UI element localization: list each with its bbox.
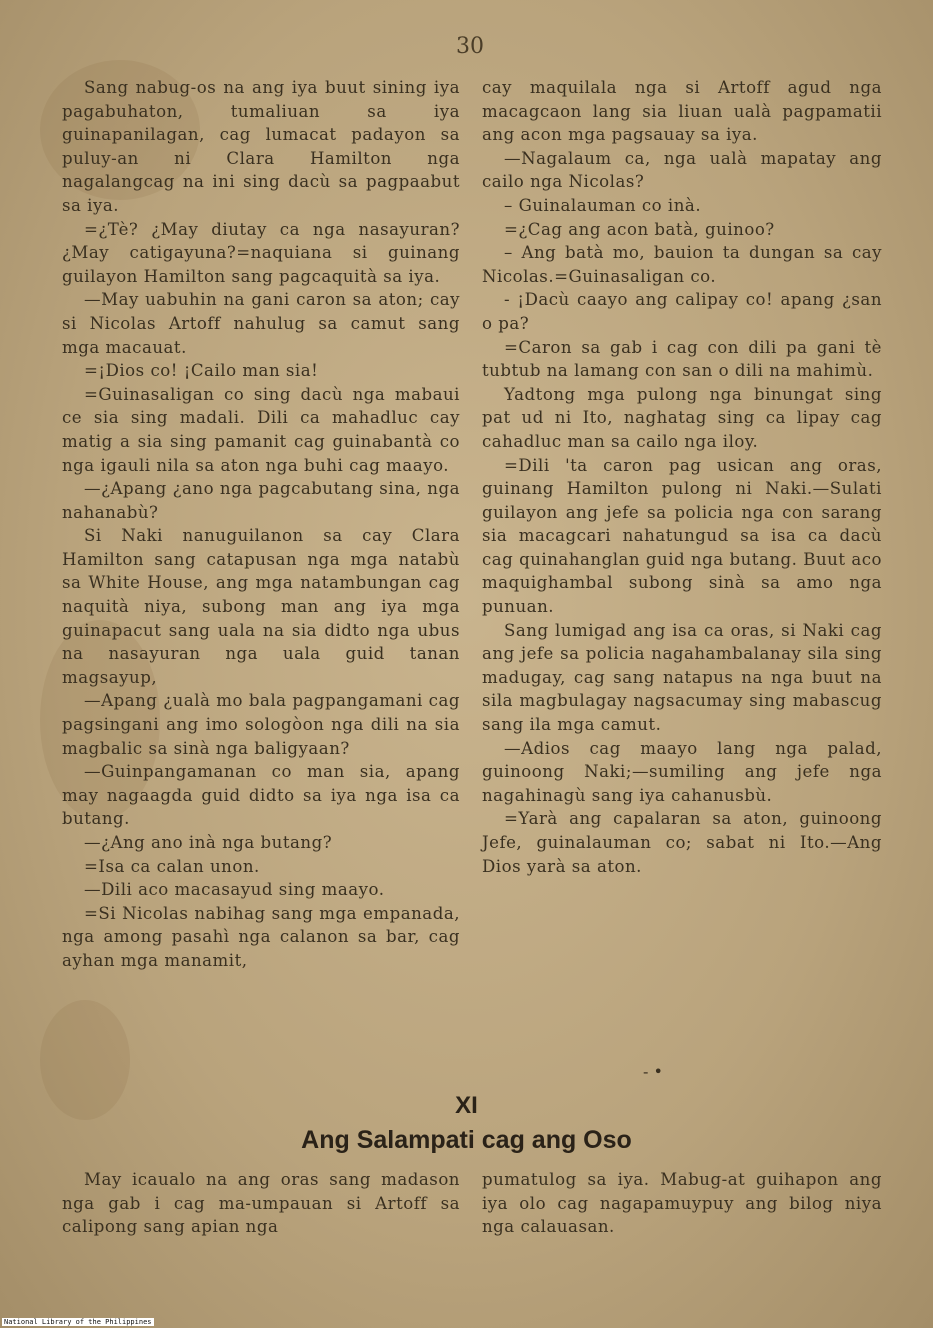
paragraph: =Guinasaligan co sing dacù nga mabaui ce sia sing madali. Dili ca mahadluc cay matig a sia sing pamanit cag guinabantà co nga igauli nila sa aton nga buhi cag maayo. [62,384,460,475]
paragraph: May icaualo na ang oras sang madason nga gab i cag ma-umpauan si Artoff sa calipong sang apian nga [62,1170,460,1237]
paragraph: =Yarà ang capalaran sa aton, guinoong Jefe, guinalauman co; sabat ni Ito.—Ang Dios yarà sa aton. [482,809,882,876]
chapter-title: Ang Salampati cag ang Oso [301,1126,632,1154]
library-footer: National Library of the Philippines [4,1318,152,1326]
paragraph: —Dili aco macasayud sing maayo. [84,880,385,900]
paragraph: =Caron sa gab i cag con dili pa gani tè tubtub na lamang con san o dili na mahimù. [482,337,882,381]
paragraph: =Isa ca calan unon. [84,856,260,876]
paragraph: – Guinalauman co inà. [504,195,702,215]
chapter-left-column [62,1168,460,1239]
page-number: 30 [456,34,484,59]
paragraph: cay maquilala nga si Artoff agud nga macagcaon lang sia liuan ualà pagpamatii ang acon mga pagsauay sa iya. [482,78,882,145]
paragraph: =¿Cag ang acon batà, guinoo? [504,219,775,239]
paragraph: Sang lumigad ang isa ca oras, si Naki cag ang jefe sa policia nagahambalanay sila sing madugay, cag sang natapus na nga buut na sila magbulagay nagsacumay sing mabascug sang ila mga camut. [482,620,882,735]
paragraph: Sang nabug-os na ang iya buut sining iya pagabuhaton, tumaliuan sa iya guinapanilagan, cag lumacat padayon sa puluy-an ni Clara Hamilton nga nagalangcag na ini sing dacù sa pagpaabut sa iya. [62,78,460,215]
paragraph: —Nagalaum ca, nga ualà mapatay ang cailo nga Nicolas? [482,148,882,192]
paragraph: =¡Dios co! ¡Cailo man sia! [84,361,319,381]
right-column [482,76,882,878]
section-ornament: - • [643,1062,663,1081]
paragraph: =Dili 'ta caron pag usican ang oras, guinang Hamilton pulong ni Naki.—Sulati guilayon ang jefe sa policia nga con sarang sia macagcari nahatungud sa isa ca dacù cag quinahanglan guid nga butang. Buut aco maquighambal subong sinà sa amo nga punuan. [482,455,882,617]
paragraph: Si Naki nanuguilanon sa cay Clara Hamilton sang catapusan nga mga natabù sa White House, ang mga natambungan cag naquità niya, subong man ang iya mga guinapacut sang uala na sia didto nga ubus na nasayuran nga uala guid tanan magsayup, [62,526,460,687]
paragraph: – Ang batà mo, bauion ta dungan sa cay Nicolas.=Guinasaligan co. [482,243,882,286]
paragraph: pumatulog sa iya. Mabug-at guihapon ang iya olo cag nagapamuypuy ang bilog niya nga calauasan. [482,1170,882,1237]
paragraph: —Guinpangamanan co man sia, apang may nagaagda guid didto sa iya nga isa ca butang. [62,762,460,829]
paragraph: Yadtong mga pulong nga binungat sing pat ud ni Ito, naghatag sing ca lipay cag cahadluc man sa cailo nga iloy. [482,384,882,451]
chapter-right-column [482,1168,882,1239]
paragraph: =Si Nicolas nabihag sang mga empanada, nga among pasahì nga calanon sa bar, cag ayhan mga manamit, [62,903,460,970]
paragraph: —Adios cag maayo lang nga palad, guinoong Naki;—sumiling ang jefe nga nagahinagù sang iya cahanusbù. [482,738,882,805]
paragraph: —Apang ¿ualà mo bala pagpangamani cag pagsingani ang imo sologòon nga dili na sia magbalic sa sinà nga baligyaan? [62,691,460,758]
paragraph: - ¡Dacù caayo ang calipay co! apang ¿san o pa? [482,290,882,333]
left-column [62,76,460,973]
paragraph: —May uabuhin na gani caron sa aton; cay si Nicolas Artoff nahulug sa camut sang mga macauat. [62,290,460,357]
paragraph: =¿Tè? ¿May diutay ca nga nasayuran? ¿May catigayuna?=naquiana si guinang guilayon Hamilton sang pagcaquità sa iya. [62,219,460,286]
paragraph: —¿Apang ¿ano nga pagcabutang sina, nga nahanabù? [62,479,460,522]
paragraph: —¿Ang ano inà nga butang? [84,833,333,852]
chapter-number: XI [455,1092,478,1119]
